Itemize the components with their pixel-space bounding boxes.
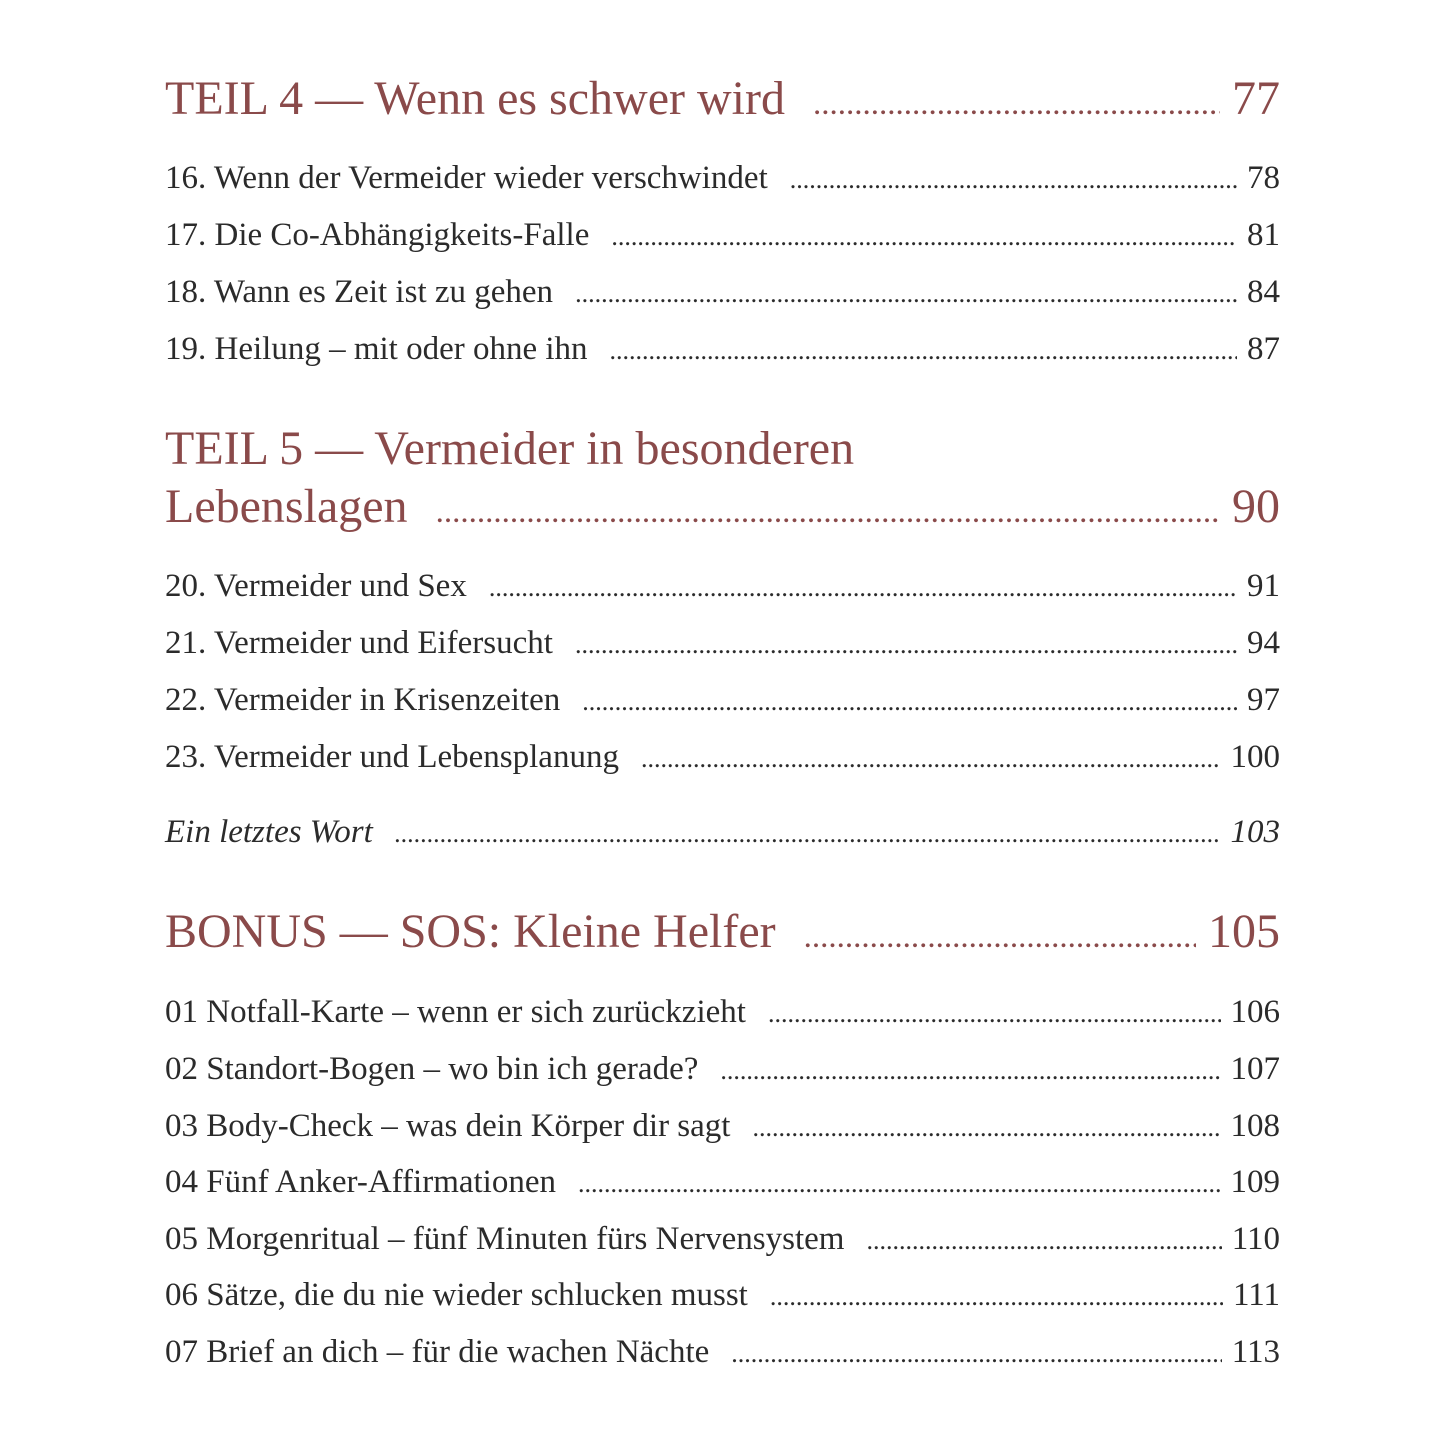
toc-entry[interactable]	[165, 990, 1280, 1036]
toc-entry[interactable]	[165, 1273, 1280, 1319]
toc-entry[interactable]	[165, 270, 1280, 316]
page-number: 107	[1230, 1051, 1280, 1087]
dot-leader	[578, 1162, 1221, 1206]
page-number: 100	[1230, 739, 1280, 775]
dot-leader	[790, 158, 1237, 202]
page-number: 90	[1232, 480, 1280, 533]
chapter-title: 23. Vermeider und Lebensplanung	[165, 739, 619, 775]
toc-part-heading[interactable]	[165, 420, 1280, 541]
toc-entry-closing[interactable]	[165, 810, 1280, 856]
dot-leader	[813, 75, 1220, 133]
chapter-title: 07 Brief an dich – für die wachen Nächte	[165, 1334, 710, 1370]
toc-entry[interactable]	[165, 156, 1280, 202]
page-number: 91	[1247, 568, 1280, 604]
toc-entry[interactable]	[165, 213, 1280, 259]
chapter-title: 05 Morgenritual – fünf Minuten fürs Nervensystem	[165, 1221, 845, 1257]
toc-entry[interactable]	[165, 1047, 1280, 1093]
dot-leader	[804, 908, 1196, 966]
part-title-line-1: TEIL 5 — Vermeider in besonderen	[165, 422, 855, 475]
page-number: 110	[1231, 1221, 1280, 1257]
toc-entry[interactable]	[165, 621, 1280, 667]
table-of-contents	[165, 0, 1280, 1445]
chapter-title: 06 Sätze, die du nie wieder schlucken musst	[165, 1277, 748, 1313]
chapter-title: 18. Wann es Zeit ist zu gehen	[165, 274, 554, 310]
toc-entry[interactable]	[165, 1217, 1280, 1263]
dot-leader	[731, 1332, 1221, 1376]
toc-entry[interactable]	[165, 1330, 1280, 1376]
chapter-title: 16. Wenn der Vermeider wieder verschwindet	[165, 160, 768, 196]
page-number: 81	[1247, 217, 1280, 253]
chapter-title: 01 Notfall-Karte – wenn er sich zurückzieht	[165, 994, 746, 1030]
toc-entry[interactable]	[165, 678, 1280, 724]
dot-leader	[768, 992, 1221, 1036]
page-number: 109	[1230, 1164, 1280, 1200]
dot-leader	[611, 215, 1237, 259]
page-number: 103	[1230, 814, 1280, 850]
page-number: 77	[1232, 72, 1280, 125]
chapter-title: 20. Vermeider und Sex	[165, 568, 467, 604]
dot-leader	[641, 737, 1221, 781]
chapter-title: 22. Vermeider in Krisenzeiten	[165, 682, 561, 718]
toc-entry[interactable]	[165, 1104, 1280, 1150]
toc-part-heading[interactable]	[165, 70, 1280, 133]
dot-leader	[610, 329, 1237, 373]
chapter-title: 17. Die Co-Abhängigkeits-Falle	[165, 217, 590, 253]
toc-entry[interactable]	[165, 735, 1280, 781]
dot-leader	[720, 1049, 1220, 1093]
dot-leader	[436, 483, 1220, 541]
chapter-title: 19. Heilung – mit oder ohne ihn	[165, 331, 588, 367]
toc-entry[interactable]	[165, 327, 1280, 373]
part-title: TEIL 4 — Wenn es schwer wird	[165, 72, 785, 125]
page-number: 78	[1247, 160, 1280, 196]
page-number: 108	[1230, 1108, 1280, 1144]
dot-leader	[395, 812, 1221, 856]
chapter-title: 21. Vermeider und Eifersucht	[165, 625, 553, 661]
toc-part-heading[interactable]	[165, 903, 1280, 966]
part-title-line-2: Lebenslagen	[165, 480, 408, 533]
dot-leader	[489, 566, 1237, 610]
page-number: 94	[1247, 625, 1280, 661]
page-number: 111	[1232, 1277, 1280, 1313]
dot-leader	[866, 1219, 1221, 1263]
dot-leader	[575, 272, 1237, 316]
chapter-title: 03 Body-Check – was dein Körper dir sagt	[165, 1108, 731, 1144]
dot-leader	[752, 1106, 1220, 1150]
part-title: BONUS — SOS: Kleine Helfer	[165, 905, 776, 958]
page-number: 113	[1231, 1334, 1280, 1370]
dot-leader	[770, 1275, 1223, 1319]
page-number: 84	[1247, 274, 1280, 310]
page-number: 105	[1208, 905, 1280, 958]
dot-leader	[575, 623, 1237, 667]
dot-leader	[582, 680, 1237, 724]
chapter-title: 04 Fünf Anker-Affirmationen	[165, 1164, 556, 1200]
page-number: 106	[1230, 994, 1280, 1030]
toc-entry[interactable]	[165, 564, 1280, 610]
chapter-title: 02 Standort-Bogen – wo bin ich gerade?	[165, 1051, 699, 1087]
toc-entry[interactable]	[165, 1160, 1280, 1206]
page-number: 97	[1247, 682, 1280, 718]
page-number: 87	[1247, 331, 1280, 367]
closing-title: Ein letztes Wort	[165, 814, 373, 850]
